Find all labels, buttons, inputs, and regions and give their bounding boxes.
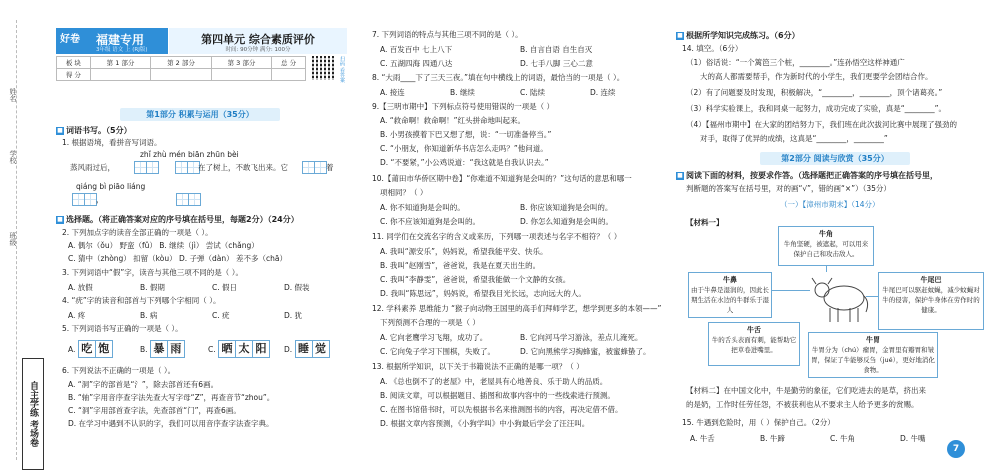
part2-banner: 第2部分 阅读与欣赏（35分） [760, 152, 910, 165]
q7-option[interactable]: D. 七手八脚 三心二意 [520, 59, 593, 68]
q6-option-b[interactable]: B. “轴”字用音序查字法先查大写字母“Z”，再查音节“zhou”。 [68, 393, 275, 402]
material1-label: 【材料一】 [686, 218, 724, 227]
section1-title [56, 125, 132, 136]
section-marker-icon: ■ [677, 171, 683, 179]
q14-1b: 大的高人都需要帮手，作为新时代的小学生，我们更要学会团结合作。 [700, 72, 933, 81]
score-cell: 总 分 [272, 57, 306, 69]
material-box-nose [688, 272, 772, 318]
pinyin-row-1: zhǐ zhù mén biān zhūn bèi [140, 150, 239, 159]
q15-option[interactable]: D. 牛嘴 [900, 434, 926, 443]
section2-title [56, 214, 299, 225]
part1-banner: 第1部分 积累与运用（35分） [120, 108, 280, 121]
q5-option-a[interactable]: A. 吃 饱 [68, 340, 112, 358]
q3-option[interactable]: C. 假日 [212, 283, 238, 292]
q1-line1b: 在了树上，不敢飞出来。它 [198, 163, 288, 172]
q8-option[interactable]: A. 接连 [380, 88, 405, 97]
box-text: 牛尾巴可以驱赶蚊蝇，减少蚊蝇对牛的侵害，保护牛身体在劳作时的健康。 [882, 286, 980, 314]
q4-option[interactable]: C. 疣 [212, 311, 230, 320]
answer-grid[interactable] [72, 193, 96, 206]
q4-option[interactable]: D. 犹 [284, 311, 303, 320]
q4-option[interactable]: B. 病 [140, 311, 158, 320]
q3-option[interactable]: D. 假装 [284, 283, 310, 292]
q9-option-a[interactable]: A. “救命啊！救命啊！”红头拼命地叫起来。 [380, 116, 526, 125]
char-box: 雨 [167, 340, 185, 358]
q13-text: 13. 根据所学知识，以下关于书籍说法不正确的是哪一项？（ ） [372, 362, 584, 371]
answer-grid[interactable] [302, 161, 326, 174]
side-badge: 自主学练 考场卷 [22, 358, 44, 470]
q7-option[interactable]: C. 五湖四海 四通八达 [380, 59, 453, 68]
answer-grid[interactable] [176, 193, 200, 206]
q5-option-b[interactable]: B. 暴 雨 [140, 340, 184, 358]
class-label: 班级 [9, 232, 17, 246]
score-input[interactable] [151, 69, 211, 81]
section2-text: 选择题。（将正确答案对应的序号填在括号里，每题2分）（24分） [66, 215, 299, 224]
q13-option[interactable]: C. 在图书馆借书时，可以先根据书名来推测图书的内容，再决定借不借。 [380, 405, 623, 414]
q10-text-2: 项相同？（ ） [380, 188, 428, 197]
box-text: 牛的舌头表面有刺，能帮助它把草卷进嘴里。 [711, 336, 797, 354]
section-marker-icon: ■ [677, 31, 683, 39]
q13-option[interactable]: D. 根据文章内容预测，《小狗学叫》中小狗最后学会了汪汪叫。 [380, 419, 590, 428]
q4-option[interactable]: A. 疼 [68, 311, 86, 320]
q10-option[interactable]: B. 你应该知道狗是会叫的。 [520, 203, 613, 212]
q3-option[interactable]: A. 放假 [68, 283, 93, 292]
qr-code-overlay [312, 56, 336, 80]
answer-grid[interactable] [134, 161, 158, 174]
q8-option[interactable]: C. 陆续 [520, 88, 546, 97]
box-text: 牛角坚硬，被遮起，可以用来保护自己和攻击敌人。 [783, 240, 869, 258]
unit-panel [168, 28, 347, 54]
sub-section-1: （一）【漳州市期末】（14分） [780, 200, 880, 209]
cow-illustration-icon [808, 268, 872, 328]
q6-option-c[interactable]: C. “洞”字用部首查字法，先查部首“门”，再查6画。 [68, 406, 241, 415]
q11-option[interactable]: A. 我叫“源安乐”，妈妈说，希望我能平安、快乐。 [380, 247, 548, 256]
q5-option-c[interactable]: C. 晒 太 阳 [208, 340, 269, 358]
q15-text: 15. 牛遇到危险时，用（ ）保护自己。（2分） [682, 418, 835, 427]
char-box: 吃 [78, 340, 96, 358]
q6-option-a[interactable]: A. “洞”字的部首是“氵”，除去部首还有6画。 [68, 380, 219, 389]
score-input[interactable] [90, 69, 150, 81]
box-title: 牛尾巴 [920, 276, 942, 284]
q1-line1a: 蒸风雨过后， [70, 163, 115, 172]
page-header [56, 28, 346, 104]
box-title: 牛鼻 [723, 276, 737, 284]
q2-options-cd: C. 猜中（zhòng） 扣留（kòu） D. 子弹（dàn） 差不多（chā） [68, 254, 287, 263]
connector-line [826, 266, 827, 272]
q11-text: 11. 同学们在交流名字的含义或来历，下列哪一项表述与名字不相符？（ ） [372, 232, 622, 241]
score-cell: 板 块 [57, 57, 91, 69]
q12-option[interactable]: D. 它向黑熊学习掏蜂蜜，被蜜蜂蛰了。 [520, 347, 651, 356]
q3-text: 3. 下列词语中“假”字，读音与其他三项不同的是（ ）。 [62, 268, 243, 277]
q6-text: 6. 下列说法不正确的一项是（ ）。 [62, 366, 176, 375]
char-box: 觉 [312, 340, 330, 358]
q14-4: （4）【福州市期中】在大家的团结努力下，我们班在此次拔河比赛中展现了强劲的 [686, 120, 958, 129]
section4-text: 阅读下面的材料，按要求作答。（选择题把正确答案的序号填在括号里， [686, 171, 938, 180]
q14-2: （2）有了问题要及时发现，积极解决，“________，________，顶个诸葛亮。” [686, 88, 943, 97]
q13-option[interactable]: B. 阅读文章，可以根据题目、插图和故事内容中的一些线索进行预测。 [380, 391, 615, 400]
q7-option[interactable]: A. 百发百中 七上八下 [380, 45, 453, 54]
q9-option-b[interactable]: B. 小男孩摸着下巴又想了想，说：“一切准备停当。” [380, 130, 552, 139]
q1-text: 1. 根据语境，看拼音写词语。 [62, 138, 162, 147]
material-box-stomach [808, 332, 938, 378]
box-text: 牛胃分为（chú）瘤胃，金胃里有瓣胃和皱胃，保证了牛能够反刍（jué），更好地消化食物。 [811, 346, 935, 374]
char-box: 阳 [252, 340, 270, 358]
section4-text-2: 判断题的答案写在括号里，对的画“√”，错的画“×”）（35分） [686, 184, 891, 193]
score-input[interactable] [211, 69, 271, 81]
q7-text: 7. 下列词语的特点与其他三项不同的是（ ）。 [372, 30, 523, 39]
q14-text: 14. 填空。（6分） [682, 44, 743, 53]
q1-line2a: ， [96, 195, 104, 204]
material-box-tail [878, 272, 984, 330]
q15-option[interactable]: C. 牛角 [830, 434, 856, 443]
q1-line1c: 着 [326, 163, 334, 172]
score-cell: 第 1 部分 [90, 57, 150, 69]
score-cell: 得 分 [57, 69, 91, 81]
section-marker-icon: ■ [57, 126, 63, 134]
q14-4b: 对手，取得了优异的成绩，这真是“________，________” [700, 134, 888, 143]
char-box: 睡 [295, 340, 313, 358]
q8-text: 8. “大雨____下了三天三夜。”填在句中横线上的词语，最恰当的一项是（ ）。 [372, 73, 625, 82]
q9-option-c[interactable]: C. “小朋友，你知道新华书店怎么走吗？”他问道。 [380, 144, 548, 153]
box-text: 由于牛鼻是湿润的，因此长期生活在水边的牛群乐于湿人 [691, 286, 769, 314]
q2-options-ab: A. 偶尔（ǒu） 野蛮（fǔ） B. 继续（jì） 尝试（chǎng） [68, 241, 259, 250]
box-title: 牛胃 [866, 336, 880, 344]
section1-text: 词语书写。（5分） [66, 126, 132, 135]
q14-3: （3）科学实验课上，我和同桌一起努力，成功完成了实验，真是“________”。 [686, 104, 947, 113]
connector-line [772, 290, 810, 291]
q12-option[interactable]: B. 它向河马学习游泳，差点儿淹死。 [520, 333, 643, 342]
q5-text: 5. 下列词语书写正确的一项是（ ）。 [62, 324, 183, 333]
qr-label: 扫码 看答案 [339, 56, 345, 83]
section4-title [676, 170, 938, 181]
q12-option[interactable]: C. 它向兔子学习下围棋，失败了。 [380, 347, 496, 356]
unit-title: 第四单元 综合素质评价 [201, 33, 315, 46]
box-title: 牛舌 [747, 326, 761, 334]
q9-option-d[interactable]: D. “不要紧，”小公鸡说道：“我这就是自我认识去。” [380, 158, 549, 167]
char-box: 暴 [150, 340, 168, 358]
box-title: 牛角 [819, 230, 833, 238]
score-cell: 第 2 部分 [151, 57, 211, 69]
material-box-tongue [708, 322, 800, 366]
q15-option[interactable]: A. 牛舌 [690, 434, 715, 443]
pinyin-row-2: qiáng bì piāo liáng [76, 182, 146, 191]
q5-option-d[interactable]: D. 睡 觉 [284, 340, 329, 358]
answer-grid[interactable] [175, 161, 199, 174]
q15-option[interactable]: B. 牛蹄 [760, 434, 785, 443]
q14-1: （1）俗话说：“一个篱笆三个桩，________。”连孙悟空这样神通广 [686, 58, 905, 67]
q12-text-2: 下列预测不合理的一项是（ ） [380, 318, 480, 327]
q10-option[interactable]: A. 你不知道狗是会叫的。 [380, 203, 465, 212]
material2-text: 【材料二】在中国文化中，牛是勤劳的象征，它们吃进去的是草，挤出来 [686, 386, 926, 395]
connector-line [866, 296, 878, 297]
exam-meta: 时间: 90分钟 满分: 100分 [225, 47, 291, 53]
page-number: 7 [947, 440, 965, 458]
logo: 好卷 [60, 34, 80, 45]
q10-text: 10.【莆田市华侨区期中卷】“你难道不知道狗是会叫的？”这句话的意思和哪一 [372, 174, 632, 183]
q12-option[interactable]: A. 它向老鹰学习飞翔，成功了。 [380, 333, 488, 342]
q7-option[interactable]: B. 自言自语 自生自灭 [520, 45, 593, 54]
char-box: 太 [235, 340, 253, 358]
section3-title [676, 30, 800, 41]
school-label: 学校 [9, 150, 17, 164]
q10-option[interactable]: C. 你不应该知道狗是会叫的。 [380, 217, 481, 226]
char-box: 饱 [95, 340, 113, 358]
score-cell: 第 3 部分 [211, 57, 271, 69]
q10-option[interactable]: D. 你怎么知道狗是会叫的。 [520, 217, 614, 226]
score-input[interactable] [272, 69, 306, 81]
material2-text-2: 的是奶，工作时任劳任怨，不被获利也从不要求主人给予更多的赏赐。 [686, 400, 919, 409]
q12-text: 12. 学科素养 思维能力 “猴子向动物王国里的高手们拜师学艺，想学到更多的本领——” [372, 304, 662, 313]
char-box: 晒 [218, 340, 236, 358]
q8-option[interactable]: D. 连续 [590, 88, 616, 97]
q3-option[interactable]: B. 假期 [140, 283, 165, 292]
binding-strip [0, 0, 46, 476]
q11-option[interactable]: B. 我叫“赵刚雪”，爸爸说，我是在夏天出生的。 [380, 261, 541, 270]
name-label: 姓名 [9, 88, 17, 102]
q8-option[interactable]: B. 继续 [450, 88, 475, 97]
header-band [56, 28, 346, 54]
q9-text: 9.【三明市期中】下列标点符号使用错误的一项是（ ） [372, 102, 555, 111]
q4-text: 4. “疣”字的读音和部首与下列哪个字相同（ ）。 [62, 296, 221, 305]
q13-option[interactable]: A. 《总也倒不了的老屋》中，老屋具有心地善良、乐于助人的品质。 [380, 377, 608, 386]
section3-text: 根据所学知识完成练习。（6分） [686, 31, 800, 40]
material-box-horn [778, 226, 874, 266]
section-marker-icon: ■ [57, 215, 63, 223]
region-title: 福建专用 [96, 33, 145, 47]
q6-option-d[interactable]: D. 在学习中遇到不认识的字，我们可以用音序查字法查字典。 [68, 419, 274, 428]
q11-option[interactable]: C. 我叫“李静雯”，爸爸说，希望我能做一个文静的女孩。 [380, 275, 571, 284]
q11-option[interactable]: D. 我叫“陈思远”，妈妈说，希望我目光长远，志向远大的人。 [380, 289, 586, 298]
q2-text: 2. 下列加点字的读音全部正确的一项是（ ）。 [62, 228, 213, 237]
score-table [56, 56, 306, 81]
grade-subtitle: 3年级 语文 上 (RJ版) [96, 47, 148, 53]
